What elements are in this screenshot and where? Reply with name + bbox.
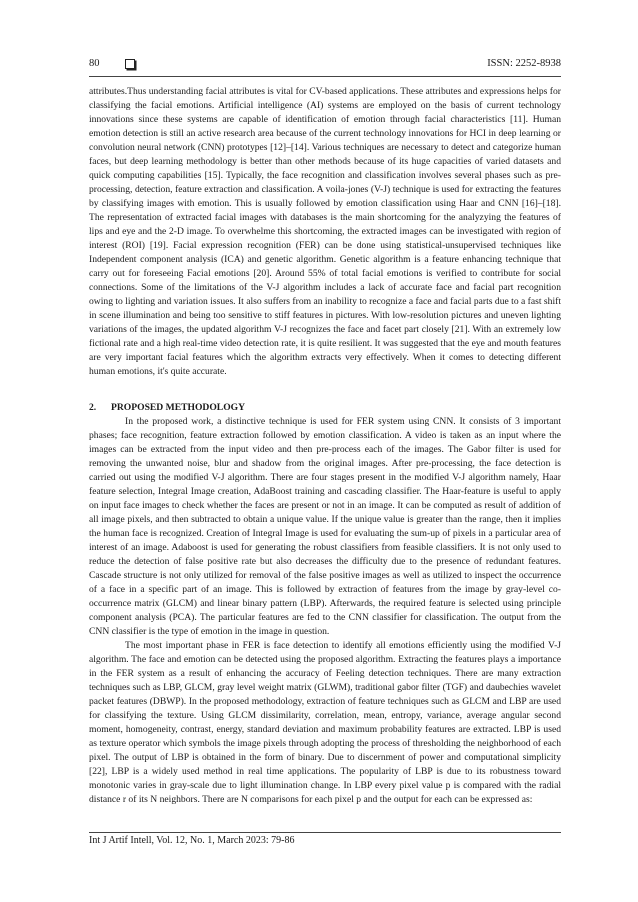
section-number: 2. bbox=[89, 402, 97, 413]
paragraph-intro-continued: attributes.Thus understanding facial attributes is vital for CV-based applications. These attributes and expressions helps for classifying the facial emotions. Artificial intelligence (AI) systems are employed on the basis of current technology innovations since these systems are capable of identification of emotion through facial characteristics [11]. Human emotion detection is still an active research area because of the current technology innovations for HCI in deep learning or convolution neural network (CNN) prototypes [12]–[14]. Various techniques are necessary to detect and categorize human faces, but deep learning methodology is better than other methods because of its huge capacities of varied datasets and quick computing capabilities [15]. Typically, the face recognition and classification involves several phases such as pre-processing, detection, feature extraction and classification. A voila-jones (V-J) technique is used for extracting the features by classifying images with emotion. This is usually followed by emotion classification using Haar and CNN [16]–[18]. The representation of extracted facial images with databases is the main shortcoming for the analyzying the features of lips and eye and the 2-D image. To overwhelme this shortcoming, the extracted images can be investigated with region of interest (ROI) [19]. Facial expression recognition (FER) can be done using statistical-unsupervised techniques like Independent component analysis (ICA) and genetic algorithm. Genetic algorithm is a feature enhancing technique that carry out for foreseeing Facial emotions [20]. Around 55% of total facial emotions is verified to contribute for social connections. Some of the limitations of the V-J algorithm includes a lack of accurate face and facial part recognition owing to lighting and variation issues. It also suffers from an inability to recognize a face and facial parts due to a fast shift in scene illumination and being too sensitive to stiff features in pictures. With low-resolution pictures and uneven lighting variations of the images, the updated algorithm V-J recognizes the face and facet part closely [21]. With an extremely low fictional rate and a high real-time video detection rate, it is quite resilient. It was suggested that the eye and mouth features are very important facial features which the algorithm extracts very effectively. When it comes to detecting different human emotions, it's quite accurate. bbox=[89, 86, 561, 377]
journal-citation: Int J Artif Intell, Vol. 12, No. 1, March 2023: 79-86 bbox=[89, 835, 295, 846]
paragraph-feature-extraction: The most important phase in FER is face detection to identify all emotions efficiently using the modified V-J algorithm. The face and emotion can be detected using the proposed algorithm. Extracting the features plays a importance in the FER system as a result of enhancing the accuracy of Feeling detection techniques. There are many extraction techniques such as LBP, GLCM, gray level weight matrix (GLWM), traditional gabor filter (TGF) and daubechies wavelet packet features (DBWP). In the proposed methodology, extraction of feature techniques such as GLCM and LBP are used for classifying the texture. Using GLCM dissimilarity, correlation, mean, entropy, variance, average angular second moment, homogeneity, contrast, energy, standard deviation and maximum probability features are extracted. LBP is used as texture operator which symbols the image pixels through adopting the process of thresholding the neighborhood of each pixel. The output of LBP is obtained in the form of binary. Due to discernment of power and computational simplicity [22], LBP is a widely used method in real time applications. The popularity of LBP is due to its robustness toward monotonic varies in gray-scale due to light illumination change. In LBP every pixel value p is compared with the radial distance r of its N neighbors. There are N comparisons for each pixel p and the output for each can be expressed as: bbox=[89, 640, 561, 805]
page-number: 80 bbox=[89, 58, 100, 69]
issn-label: ISSN: 2252-8938 bbox=[487, 58, 561, 69]
header-rule bbox=[89, 76, 561, 77]
footer-rule bbox=[89, 832, 561, 833]
section-title: PROPOSED METHODOLOGY bbox=[111, 402, 246, 413]
square-bullet-icon bbox=[125, 59, 135, 69]
running-header bbox=[89, 58, 561, 74]
paragraph-method-overview: In the proposed work, a distinctive technique is used for FER system using CNN. It consists of 3 important phases; face recognition, feature extraction followed by emotion classification. A video is taken as an input where the images can be extracted from the input video and then pre-process each of the images. The Gabor filter is used for removing the unwanted noise, blur and shadow from the original images. After pre-processing, the face detection is carried out using the modified V-J algorithm. There are four stages present in the modified V-J algorithm namely, Haar feature selection, Integral Image creation, AdaBoost training and cascading classifier. The Haar-feature is useful to apply on input face images to check whether the faces are present or not in an image. It can be computed as result of addition of all image pixels, and then subtracted to obtain a unique value. If the unique value is greater than the range, then it implies the human face is recognized. Creation of Integral Image is used for evaluating the sum-up of pixels in a particular area of interest of an image. Adaboost is used for generating the robust classifiers from feasible classifiers. It is not only used to reduce the detection of false positive rate but also decreases the difficulty due to the presence of redundant features. Cascade structure is not only utilized for removal of the false positive images as well as utilized to inspect the occurrence of a face in a specific part of an image. This is followed by extraction of features from the image by gray-level co-occurrence matrix (GLCM) and linear binary pattern (LBP). Afterwards, the required feature is selected using principle component analysis (PCA). The particular features are fed to the CNN classifier for classification. The output from the CNN classifier is the type of emotion in the image in question. bbox=[89, 416, 561, 637]
body-text bbox=[89, 85, 561, 807]
section-heading bbox=[89, 401, 561, 415]
